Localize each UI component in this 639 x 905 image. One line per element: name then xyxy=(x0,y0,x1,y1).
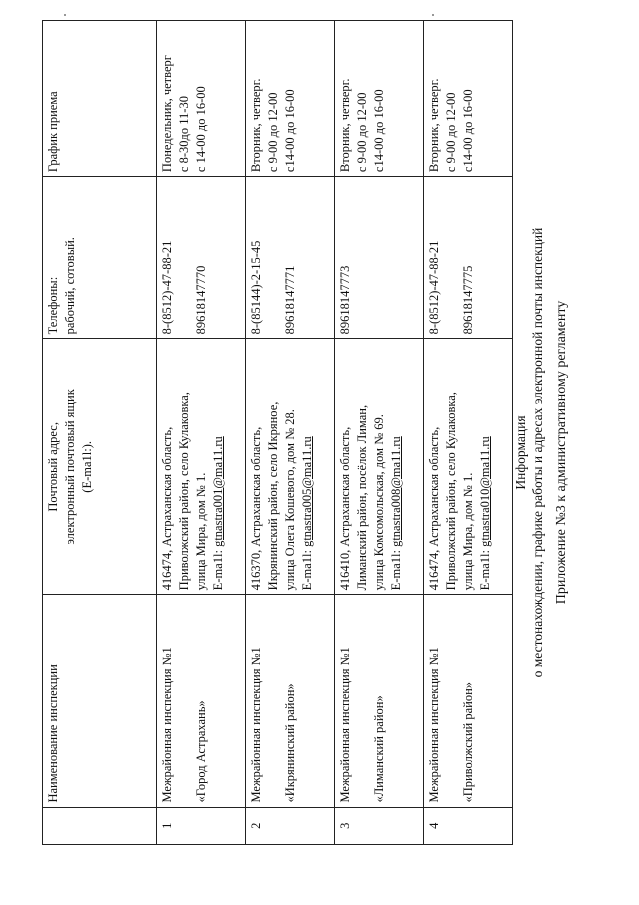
inspection-phones: 89618147773 xyxy=(335,177,424,339)
appendix-caption: Приложение №3 к административному регламенту xyxy=(554,300,569,605)
inspection-address: 416474, Астраханская область, Приволжский район, село Кулаковка, улица Мира, дом № 1. E-ma1l: gtnastra001@ma11.ru xyxy=(157,339,246,595)
header-address: Почтовый адрес, электронный почтовый ящик (E-ma1l:). xyxy=(43,339,157,595)
table-row xyxy=(335,21,424,845)
inspection-phones: 8-(8512)-47-88-21 89618147775 xyxy=(424,177,513,339)
inspection-address: 416370, Астраханская область, Икрянинский район, село Икряное, улица Олега Кошевого, дом № 28. E-ma1l: gtnastra005@ma11.ru xyxy=(246,339,335,595)
inspection-name: Межрайонная инспекция №1 «Лиманский район» xyxy=(335,595,424,807)
email-link[interactable]: gtnastra008@ma11.ru xyxy=(389,436,403,547)
row-number: 4 xyxy=(424,807,513,844)
inspection-name: Межрайонная инспекция №1 «Икрянинский район» xyxy=(246,595,335,807)
inspection-name: Межрайонная инспекция №1 «Приволжский район» xyxy=(424,595,513,807)
header-name: Наименование инспекции xyxy=(43,595,157,807)
document-subtitle: о местонахождении, графике работы и адресах электронной почты инспекций xyxy=(530,227,545,678)
inspection-schedule: Вторник, четверг. с 9-00 до 12-00 с14-00 до 16-00 xyxy=(246,21,335,177)
inspection-address: 416474, Астраханская область, Приволжский район, село Кулаковка, улица Мира, дом № 1. E-ma1l: gtnastra010@ma11.ru xyxy=(424,339,513,595)
header-schedule: График приема xyxy=(43,21,157,177)
email-link[interactable]: gtnastra010@ma11.ru xyxy=(478,436,492,547)
inspection-schedule: Понедельник, четверг с 8-30до 11-30 с 14-00 до 16-00 xyxy=(157,21,246,177)
document-title: Информация xyxy=(513,415,528,490)
inspection-phones: 8-(85144)-2-15-45 89618147771 xyxy=(246,177,335,339)
inspection-phones: 8-(8512)-47-88-21 89618147770 xyxy=(157,177,246,339)
inspections-table xyxy=(42,20,513,845)
table-row xyxy=(246,21,335,845)
table-row xyxy=(424,21,513,845)
email-link[interactable]: gtnastra005@ma11.ru xyxy=(300,436,314,547)
inspection-schedule: Вторник, четверг. с 9-00 до 12-00 с14-00 до 16-00 xyxy=(424,21,513,177)
email-link[interactable]: gtnastra001@ma11.ru xyxy=(211,436,225,547)
row-number: 3 xyxy=(335,807,424,844)
inspection-schedule: Вторник, четверг. с 9-00 до 12-00 с14-00 до 16-00 xyxy=(335,21,424,177)
row-number: 1 xyxy=(157,807,246,844)
table-header-row xyxy=(43,21,157,845)
header-number xyxy=(43,807,157,844)
table-row xyxy=(157,21,246,845)
header-phones: Телефоны: рабочий, сотовый. xyxy=(43,177,157,339)
row-number: 2 xyxy=(246,807,335,844)
inspection-name: Межрайонная инспекция №1 «Город Астрахань» xyxy=(157,595,246,807)
inspection-address: 416410, Астраханская область, Лиманский район, посёлок Лиман, улица Комсомольская, дом № 69. E-ma1l: gtnastra008@ma11.ru xyxy=(335,339,424,595)
